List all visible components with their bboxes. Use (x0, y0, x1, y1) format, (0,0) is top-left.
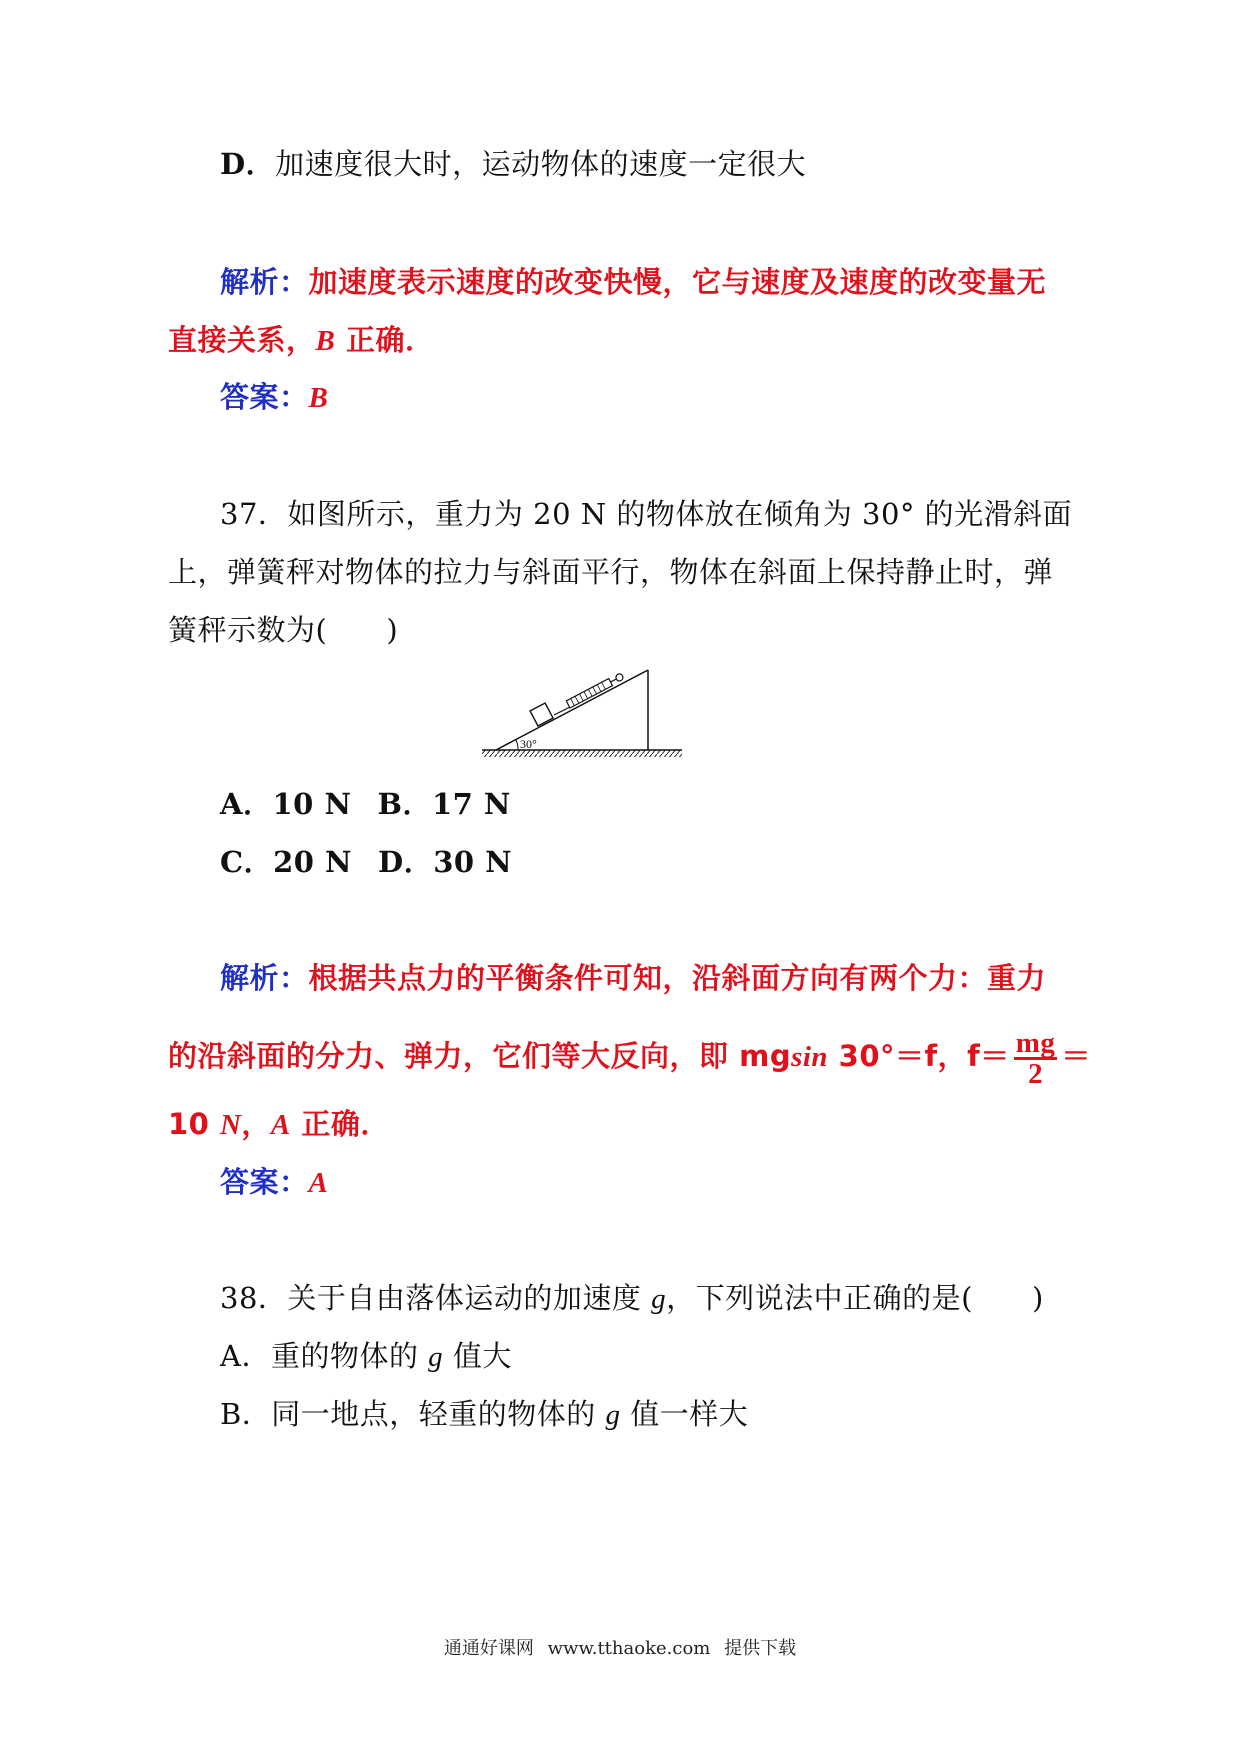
q37-answer-value: A (308, 1167, 329, 1199)
spring-hook (554, 707, 570, 715)
q37-option-b: B．17 N (377, 787, 511, 821)
prev-answer-label: 答案： (220, 380, 309, 414)
q37-analysis-text2c: ＝ (1061, 1039, 1091, 1073)
prev-analysis-text2b: 正确． (335, 323, 435, 357)
q37-analysis-var: A (270, 1109, 291, 1141)
prev-analysis-line2 (168, 320, 434, 361)
q37-analysis-text2a: 的沿斜面的分力、弹力，它们等大反向，即 mg (168, 1039, 792, 1073)
prev-option-d-label: D． (220, 147, 276, 181)
q37-analysis-sin: sin (791, 1041, 829, 1073)
q37-analysis-text2b: 30°＝f，f＝ (828, 1039, 1010, 1073)
angle-arc (516, 740, 518, 750)
q37-option-a: A．10 N (220, 787, 352, 821)
q38-option-b (220, 1394, 748, 1435)
q38-option-a-g: g (428, 1341, 444, 1373)
q37-analysis-text3b: ， (241, 1107, 271, 1141)
prev-analysis-text2a: 直接关系， (168, 323, 316, 357)
q37-options-ab (220, 784, 511, 824)
q37-analysis-text3a: 10 (168, 1107, 220, 1141)
q38-option-b-g: g (605, 1399, 621, 1431)
q38-stem-g: g (651, 1283, 667, 1315)
q38-stem-a: 38．关于自由落体运动的加速度 (220, 1281, 652, 1315)
footer-url[interactable]: www.tthaoke.com (547, 1638, 711, 1659)
q37-option-d: D．30 N (378, 845, 513, 879)
q38-option-b-text1: B．同一地点，轻重的物体的 (220, 1397, 606, 1431)
q38-option-a-text2: 值大 (443, 1339, 512, 1373)
prev-analysis-label: 解析： (220, 265, 309, 299)
footer-tail: 提供下载 (724, 1638, 797, 1659)
prev-analysis-var: B (315, 325, 336, 357)
q37-analysis-label: 解析： (220, 961, 309, 995)
angle-label: 30° (520, 737, 537, 751)
q37-analysis-text1: 根据共点力的平衡条件可知，沿斜面方向有两个力：重力 (308, 961, 1047, 995)
q37-option-c: C．20 N (220, 845, 353, 879)
prev-answer-value: B (308, 382, 329, 414)
q37-analysis-line3 (168, 1104, 390, 1145)
q37-analysis-line1 (220, 958, 1046, 998)
q38-stem-b: ，下列说法中正确的是( ) (666, 1281, 1044, 1315)
q37-options-cd (220, 842, 512, 882)
q37-analysis-text3c: 正确． (290, 1107, 390, 1141)
fraction-denominator: 2 (1028, 1057, 1044, 1090)
incline-slope (496, 670, 648, 750)
page-footer (0, 1634, 1240, 1660)
prev-analysis-line1 (220, 262, 1046, 302)
prev-option-d-text: 加速度很大时，运动物体的速度一定很大 (275, 147, 807, 181)
prev-analysis-text1: 加速度表示速度的改变快慢，它与速度及速度的改变量无 (308, 265, 1047, 299)
q37-stem-line2: 上，弹簧秤对物体的拉力与斜面平行，物体在斜面上保持静止时，弹 (168, 555, 1054, 589)
q37-answer (220, 1162, 328, 1203)
q38-stem (220, 1278, 1044, 1319)
mg-over-2-fraction (1014, 1026, 1058, 1090)
incline-figure (482, 664, 682, 768)
prev-option-d (220, 144, 806, 184)
fraction-numerator: mg (1015, 1026, 1056, 1059)
spring-scale (566, 672, 624, 708)
q38-option-b-text2: 值一样大 (620, 1397, 749, 1431)
q37-stem-line3: 簧秤示数为( ) (168, 613, 399, 647)
q38-option-a-text1: A．重的物体的 (220, 1339, 429, 1373)
q38-option-a (220, 1336, 512, 1377)
q37-analysis-unit: N (219, 1109, 242, 1141)
q37-stem-line1: 37．如图所示，重力为 20 N 的物体放在倾角为 30° 的光滑斜面 (220, 497, 1073, 531)
q37-analysis-line2 (168, 1026, 1091, 1088)
footer-site-name: 通通好课网 (443, 1638, 534, 1659)
q37-answer-label: 答案： (220, 1165, 309, 1199)
ground-hatch (482, 750, 682, 757)
prev-answer (220, 377, 328, 418)
